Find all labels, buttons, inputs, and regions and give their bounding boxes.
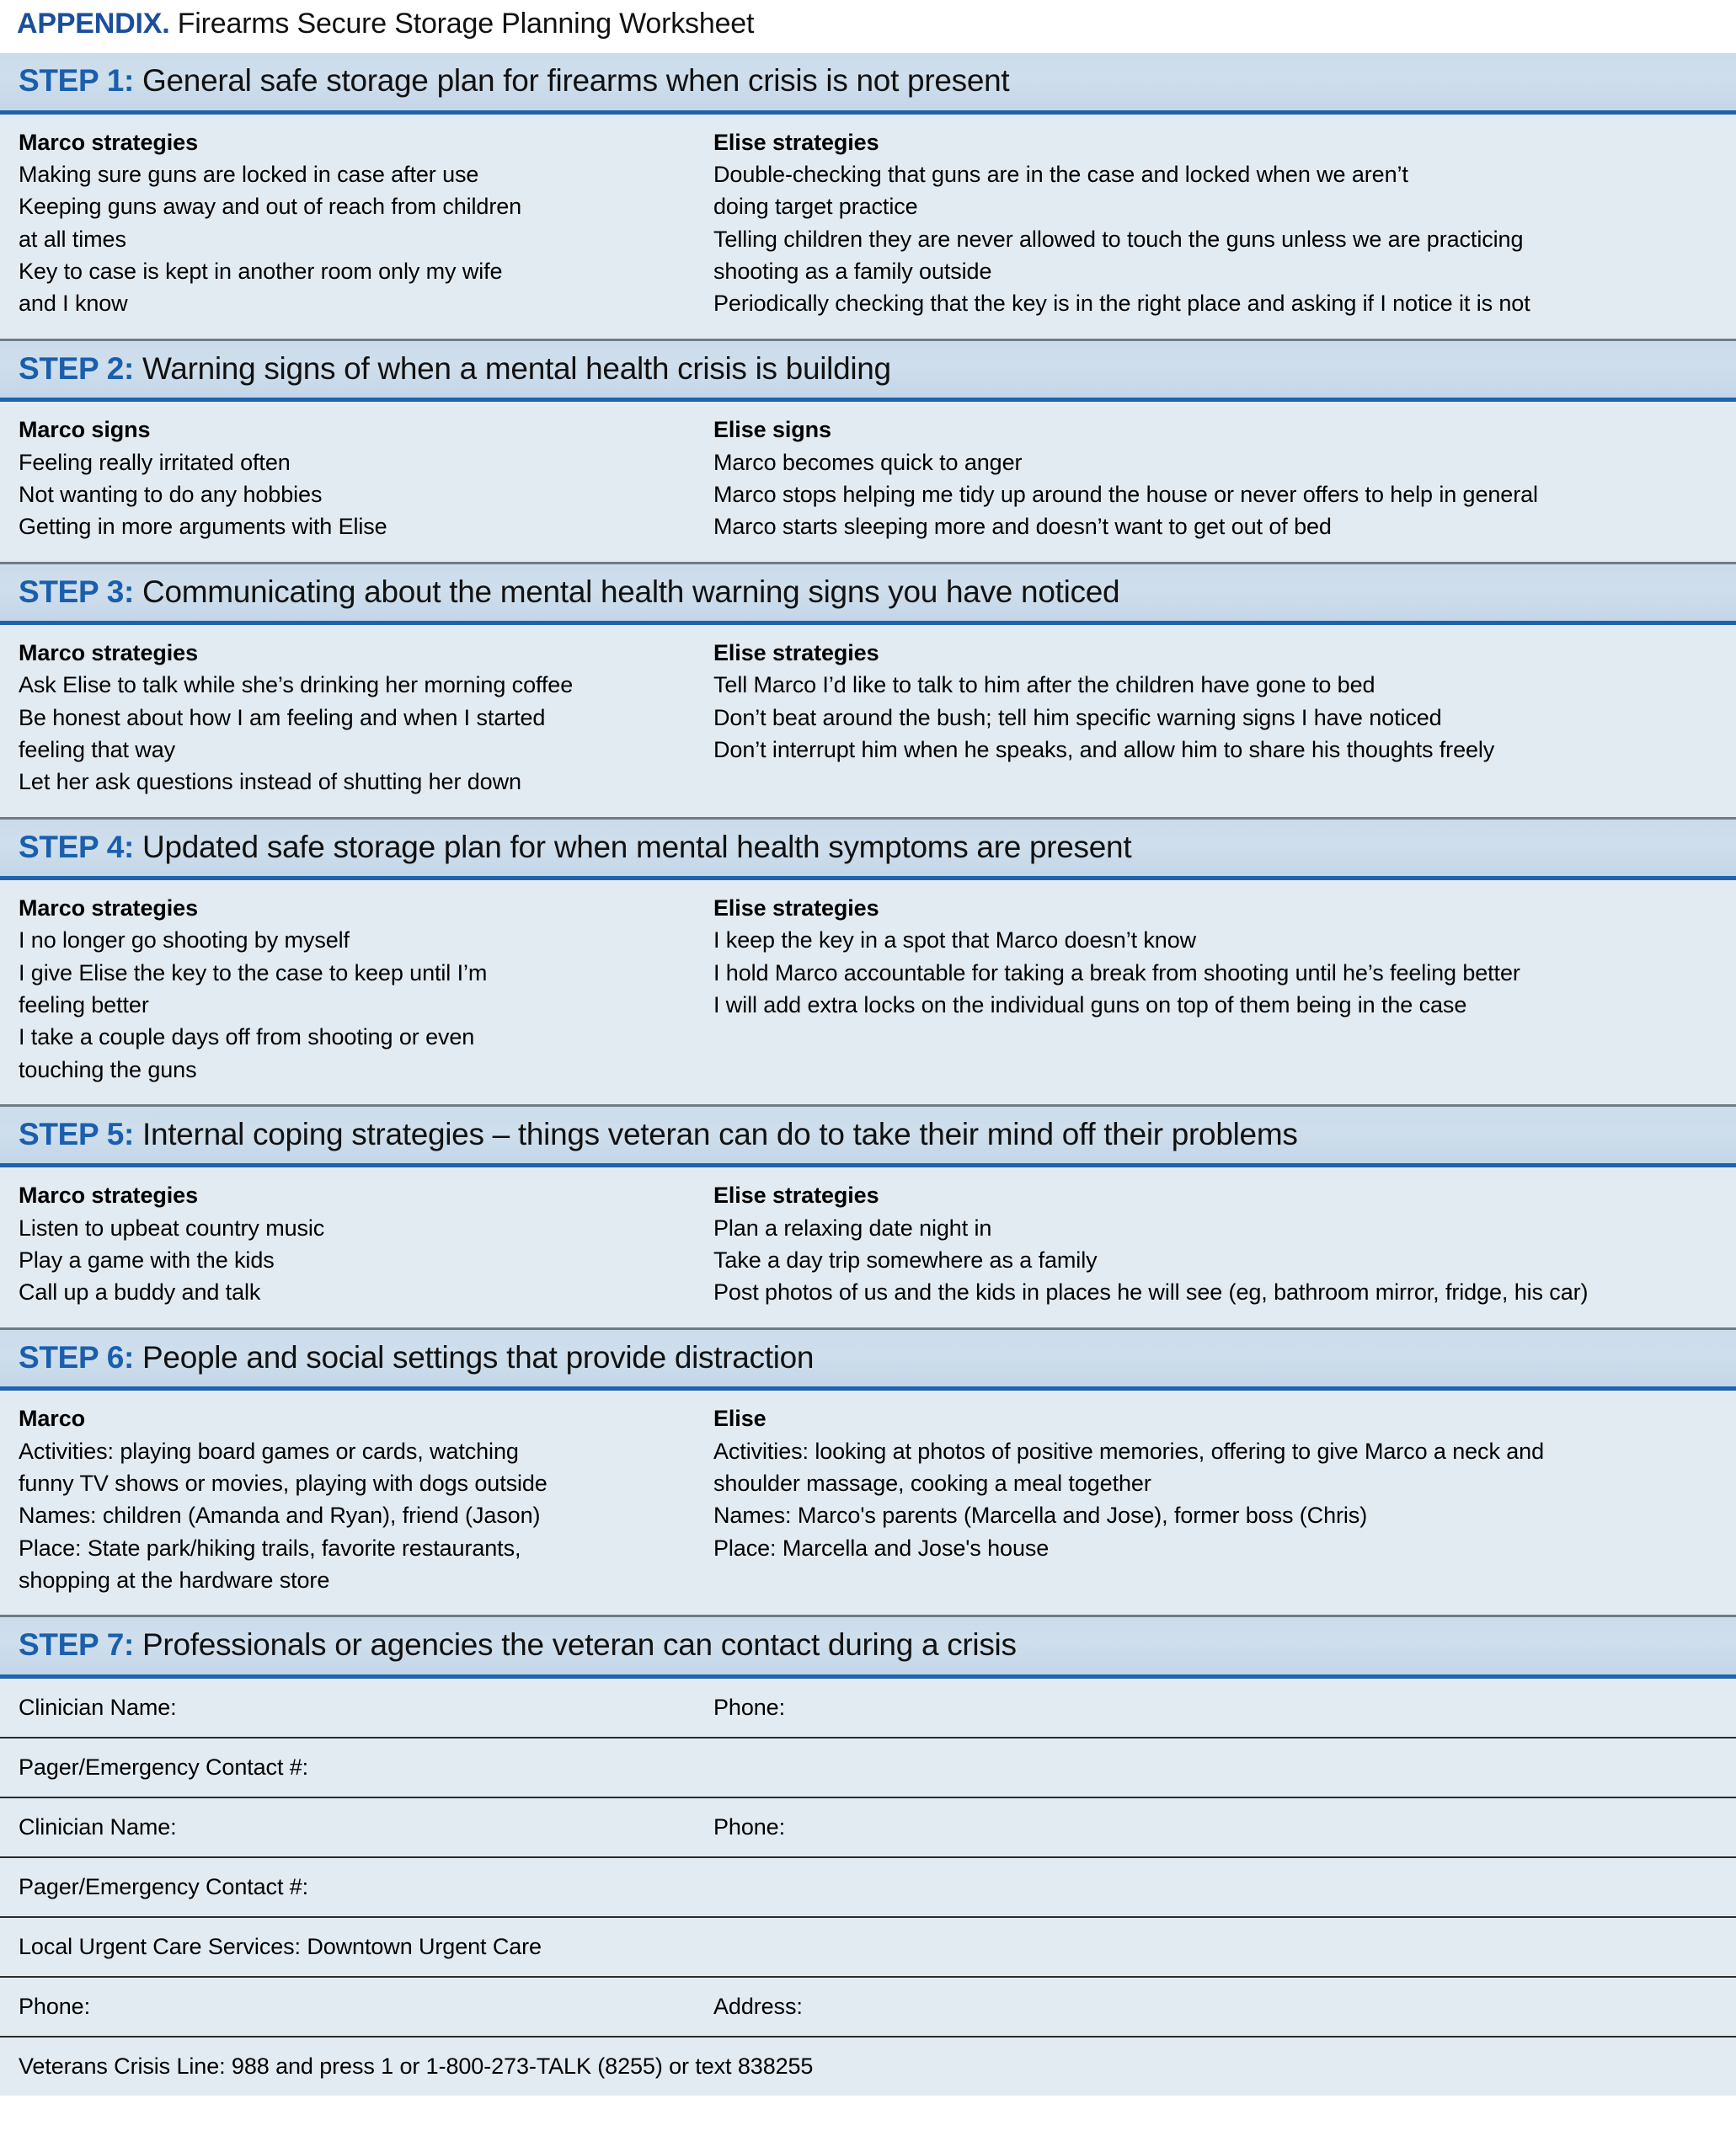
step-5-left-line: Listen to upbeat country music: [19, 1215, 325, 1241]
step-6-right-column: [713, 1402, 1717, 1596]
contact-row: [0, 1978, 1736, 2038]
step-2-left-column: [19, 414, 713, 542]
step-7-title: Professionals or agencies the veteran can contact during a crisis: [142, 1627, 1017, 1663]
step-5-left-heading: Marco strategies: [19, 1183, 198, 1209]
step-5-left-column: [19, 1179, 713, 1308]
contact-row: [0, 1679, 1736, 1738]
step-4-right-line: I hold Marco accountable for taking a break from shooting until he’s feeling better: [713, 959, 1520, 985]
step-2-left-heading: Marco signs: [19, 417, 151, 443]
step-3-left-line: feeling that way: [19, 736, 176, 762]
step-5-right-line: Plan a relaxing date night in: [713, 1215, 992, 1241]
step-2-right-column: [713, 414, 1717, 542]
step-1-right-line: Double-checking that guns are in the case and locked when we aren’t: [713, 162, 1408, 188]
page-title: [0, 0, 1736, 53]
step-3-right-column: [713, 637, 1717, 798]
step-3-right-line: Don’t interrupt him when he speaks, and allow him to share his thoughts freely: [713, 736, 1495, 762]
step-5-right-line: Take a day trip somewhere as a family: [713, 1247, 1098, 1274]
step-7-label: STEP 7:: [19, 1627, 135, 1663]
step-4-label: STEP 4:: [19, 829, 135, 864]
step-1-left-line: Key to case is kept in another room only my wife: [19, 259, 503, 285]
step-5-body: [0, 1167, 1736, 1327]
contact-row: [0, 1738, 1736, 1798]
step-6-label: STEP 6:: [19, 1339, 135, 1375]
step-4-header: [0, 817, 1736, 880]
step-6-right-line: Activities: looking at photos of positive memories, offering to give Marco a neck and: [713, 1438, 1545, 1464]
contact-row: [0, 1858, 1736, 1918]
step-4-left-column: [19, 892, 713, 1086]
contact-field-label[interactable]: Phone:: [713, 1813, 785, 1840]
step-7-header: [0, 1615, 1736, 1678]
section-step-3: [0, 562, 1736, 817]
step-6-left-column: [19, 1402, 713, 1596]
step-2-left-line: Not wanting to do any hobbies: [19, 481, 323, 507]
step-1-header: [0, 53, 1736, 114]
contact-field-label[interactable]: Clinician Name:: [19, 1813, 177, 1840]
step-3-body: [0, 625, 1736, 817]
step-6-right-line: Names: Marco's parents (Marcella and Jose), former boss (Chris): [713, 1503, 1368, 1529]
step-5-right-line: Post photos of us and the kids in places he will see (eg, bathroom mirror, fridge, his car): [713, 1279, 1589, 1306]
contact-row: [0, 2038, 1736, 2096]
step-1-right-line: shooting as a family outside: [713, 259, 992, 285]
step-6-left-line: shopping at the hardware store: [19, 1567, 330, 1593]
section-step-7: [0, 1615, 1736, 2096]
step-4-left-line: I take a couple days off from shooting or even: [19, 1024, 475, 1050]
step-4-left-line: feeling better: [19, 992, 149, 1018]
step-5-label: STEP 5:: [19, 1117, 135, 1152]
step-3-label: STEP 3:: [19, 574, 135, 609]
step-2-title: Warning signs of when a mental health crisis is building: [142, 350, 891, 386]
step-5-left-line: Play a game with the kids: [19, 1247, 275, 1274]
contact-row: [0, 1798, 1736, 1858]
step-5-title: Internal coping strategies – things veteran can do to take their mind off their problems: [142, 1117, 1298, 1152]
step-6-title: People and social settings that provide distraction: [142, 1339, 815, 1375]
step-1-right-column: [713, 126, 1717, 320]
step-2-left-line: Getting in more arguments with Elise: [19, 514, 387, 540]
contact-field-label[interactable]: Pager/Emergency Contact #:: [19, 1873, 309, 1899]
step-5-left-line: Call up a buddy and talk: [19, 1279, 261, 1306]
step-1-left-heading: Marco strategies: [19, 129, 198, 155]
step-6-left-heading: Marco: [19, 1406, 86, 1432]
step-3-left-line: Let her ask questions instead of shutting her down: [19, 769, 521, 795]
step-2-right-line: Marco stops helping me tidy up around the house or never offers to help in general: [713, 481, 1538, 507]
step-4-right-line: I will add extra locks on the individual guns on top of them being in the case: [713, 992, 1467, 1018]
step-4-body: [0, 880, 1736, 1104]
step-6-right-line: shoulder massage, cooking a meal together: [713, 1470, 1151, 1496]
contact-field-label[interactable]: Phone:: [713, 1694, 785, 1720]
steps-container: [0, 53, 1736, 1615]
step-4-right-line: I keep the key in a spot that Marco doesn’t know: [713, 927, 1197, 953]
step-2-body: [0, 402, 1736, 561]
step-1-right-heading: Elise strategies: [713, 129, 879, 155]
step-2-right-line: Marco becomes quick to anger: [713, 449, 1023, 475]
step-3-left-line: Be honest about how I am feeling and when I started: [19, 704, 546, 730]
step-6-body: [0, 1391, 1736, 1615]
step-1-right-line: Periodically checking that the key is in the right place and asking if I notice it is not: [713, 291, 1530, 317]
step-3-left-line: Ask Elise to talk while she’s drinking her morning coffee: [19, 672, 574, 698]
step-1-label: STEP 1:: [19, 63, 135, 99]
step-4-left-line: I give Elise the key to the case to keep until I’m: [19, 959, 488, 985]
contact-field-label[interactable]: Pager/Emergency Contact #:: [19, 1754, 309, 1780]
step-6-right-line: Place: Marcella and Jose's house: [713, 1535, 1050, 1561]
step-5-header: [0, 1104, 1736, 1167]
step-1-left-column: [19, 126, 713, 320]
section-step-2: [0, 339, 1736, 562]
step-5-right-heading: Elise strategies: [713, 1183, 879, 1209]
step-1-left-line: at all times: [19, 226, 126, 252]
step-4-right-column: [713, 892, 1717, 1086]
section-step-5: [0, 1104, 1736, 1327]
step-3-title: Communicating about the mental health warning signs you have noticed: [142, 574, 1120, 609]
step-3-right-line: Don’t beat around the bush; tell him specific warning signs I have noticed: [713, 704, 1442, 730]
step-3-right-heading: Elise strategies: [713, 639, 879, 665]
step-3-left-heading: Marco strategies: [19, 639, 198, 665]
step-4-title: Updated safe storage plan for when mental health symptoms are present: [142, 829, 1132, 864]
step-4-left-line: touching the guns: [19, 1056, 197, 1082]
step-6-right-heading: Elise: [713, 1406, 767, 1432]
step-6-left-line: Place: State park/hiking trails, favorite restaurants,: [19, 1535, 521, 1561]
step-5-right-column: [713, 1179, 1717, 1308]
step-1-left-line: Keeping guns away and out of reach from children: [19, 194, 522, 220]
step-2-left-line: Feeling really irritated often: [19, 449, 291, 475]
step-6-left-line: Names: children (Amanda and Ryan), friend (Jason): [19, 1503, 541, 1529]
step-1-right-line: doing target practice: [713, 194, 918, 220]
section-step-4: [0, 817, 1736, 1104]
step-2-header: [0, 339, 1736, 402]
step-3-left-column: [19, 637, 713, 798]
contact-field-label[interactable]: Clinician Name:: [19, 1694, 177, 1720]
step-3-header: [0, 562, 1736, 625]
contact-field-label[interactable]: Local Urgent Care Services: Downtown Urgent Care: [19, 1934, 542, 1959]
step-2-label: STEP 2:: [19, 350, 135, 386]
step-6-left-line: Activities: playing board games or cards, watching: [19, 1438, 519, 1464]
step-1-left-line: Making sure guns are locked in case after use: [19, 162, 479, 188]
step-1-title: General safe storage plan for firearms when crisis is not present: [142, 63, 1010, 99]
step-1-left-line: and I know: [19, 291, 128, 317]
contact-field-label[interactable]: Phone:: [19, 1994, 90, 2020]
step-6-header: [0, 1327, 1736, 1391]
step-3-right-line: Tell Marco I’d like to talk to him after the children have gone to bed: [713, 672, 1375, 698]
appendix-label: APPENDIX.: [17, 8, 170, 40]
step-6-left-line: funny TV shows or movies, playing with dogs outside: [19, 1470, 548, 1496]
contact-field-label[interactable]: Address:: [713, 1994, 803, 2020]
contact-table: [0, 1679, 1736, 2096]
section-step-1: [0, 53, 1736, 338]
appendix-title-text: Firearms Secure Storage Planning Worksheet: [177, 8, 755, 40]
contact-field-label[interactable]: Veterans Crisis Line: 988 and press 1 or 1-800-273-TALK (8255) or text 838255: [19, 2054, 814, 2080]
step-4-right-heading: Elise strategies: [713, 895, 879, 921]
step-4-left-heading: Marco strategies: [19, 895, 198, 921]
step-4-left-line: I no longer go shooting by myself: [19, 927, 350, 953]
contact-row: [0, 1918, 1736, 1978]
step-1-right-line: Telling children they are never allowed to touch the guns unless we are practicing: [713, 226, 1524, 252]
section-step-6: [0, 1327, 1736, 1615]
step-2-right-line: Marco starts sleeping more and doesn’t want to get out of bed: [713, 514, 1332, 540]
step-2-right-heading: Elise signs: [713, 417, 831, 443]
step-1-body: [0, 115, 1736, 339]
